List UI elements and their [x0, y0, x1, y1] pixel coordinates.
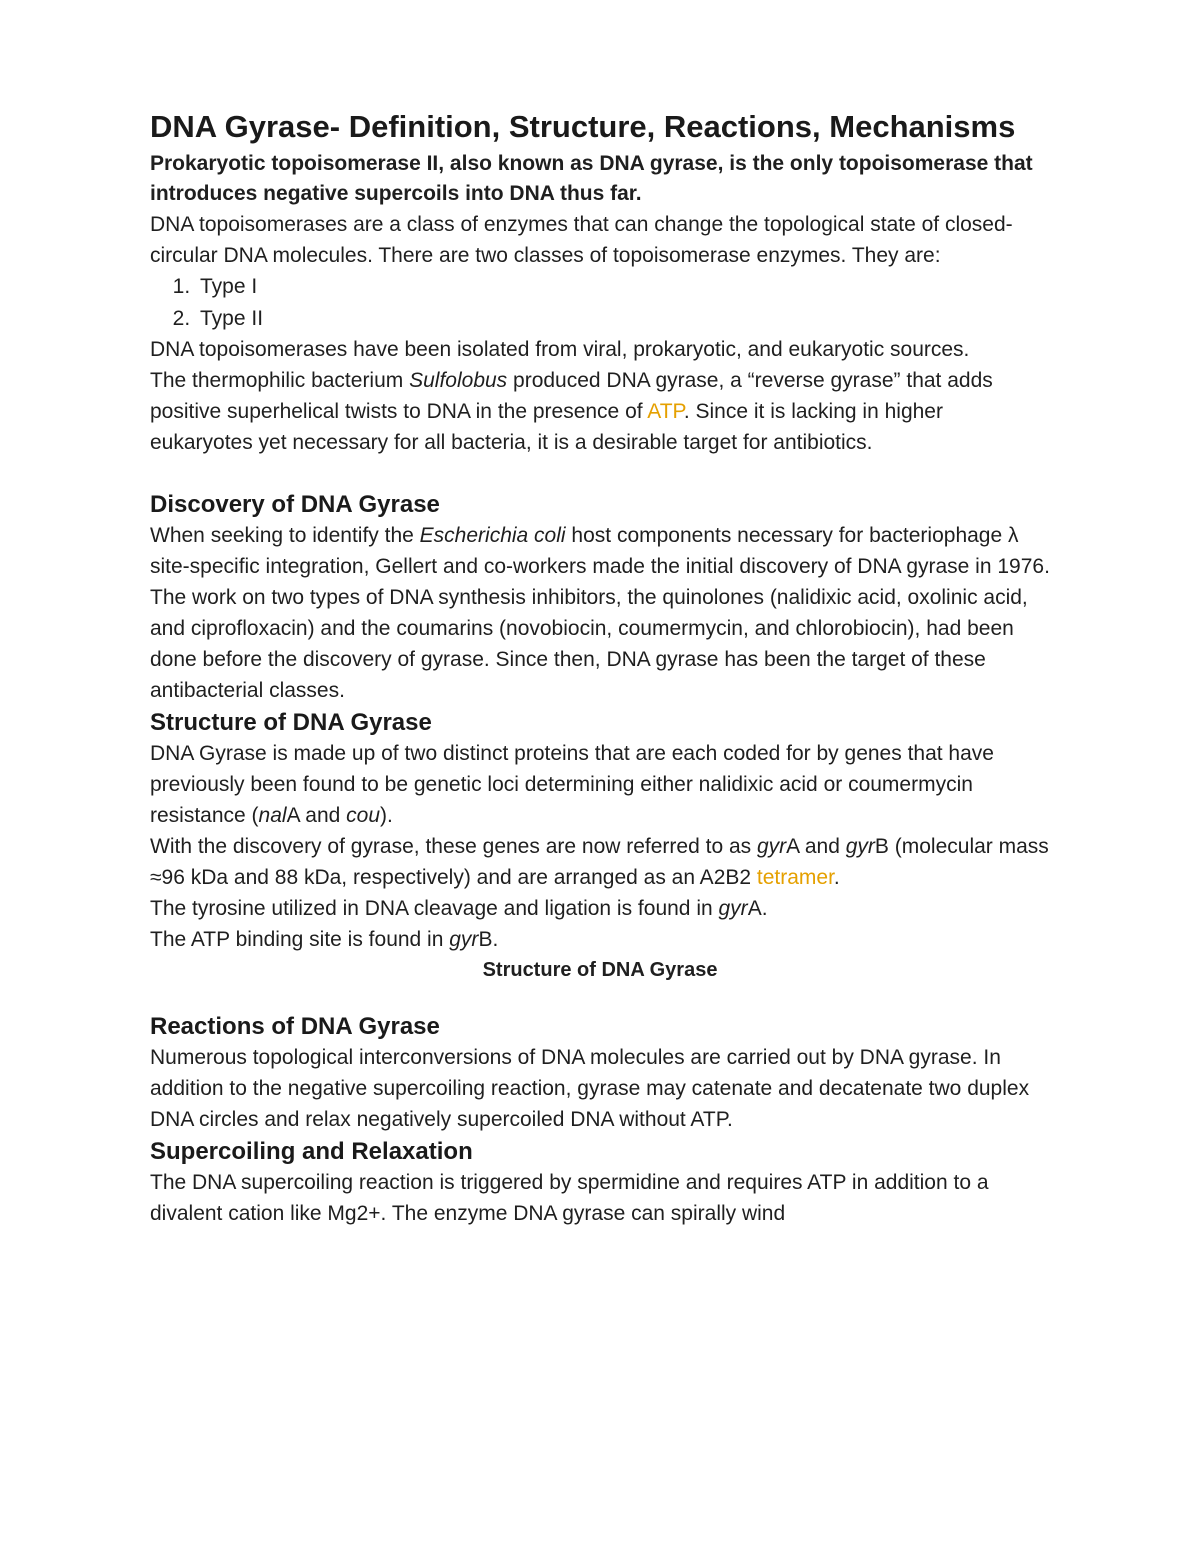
atp-link[interactable]: ATP — [647, 400, 684, 423]
figure-caption: Structure of DNA Gyrase — [482, 959, 718, 981]
structure-paragraph-4: The ATP binding site is found in gyrB. — [150, 928, 499, 951]
section-heading-structure: Structure of DNA Gyrase — [150, 709, 432, 736]
section-heading-discovery: Discovery of DNA Gyrase — [150, 491, 440, 518]
organism-name: Escherichia coli — [419, 524, 566, 547]
lead-paragraph: Prokaryotic topoisomerase II, also known as DNA gyrase, is the only topoisomerase that introduces negative supercoils into DNA thus far. — [150, 152, 1033, 205]
topoisomerase-type-list — [150, 271, 1050, 334]
intro-paragraph-1: DNA topoisomerases are a class of enzymes that can change the topological state of closed-circular DNA molecules. There are two classes of topoisomerase enzymes. They are: — [150, 213, 1013, 267]
document-page — [150, 108, 1050, 1229]
section-heading-reactions: Reactions of DNA Gyrase — [150, 1013, 440, 1040]
structure-paragraph-1: DNA Gyrase is made up of two distinct proteins that are each coded for by genes that have previously been found to be genetic loci determining either nalidixic acid or coumermycin resistance (nalA and cou). — [150, 742, 994, 827]
discovery-paragraph-2: The work on two types of DNA synthesis inhibitors, the quinolones (nalidixic acid, oxolinic acid, and ciprofloxacin) and the coumarins (novobiocin, coumermycin, and chlorobiocin), had been done before the discovery of gyrase. Since then, DNA gyrase has been the target of these antibacterial classes. — [150, 586, 1028, 702]
discovery-paragraph-1: When seeking to identify the Escherichia coli host components necessary for bacteriophage λ site-specific integration, Gellert and co-workers made the initial discovery of DNA gyrase in 1976. — [150, 524, 1050, 578]
intro-paragraph-3: The thermophilic bacterium Sulfolobus produced DNA gyrase, a “reverse gyrase” that adds positive superhelical twists to DNA in the presence of ATP. Since it is lacking in higher eukaryotes yet necessary for all bacteria, it is a desirable target for antibiotics. — [150, 369, 993, 454]
structure-paragraph-3: The tyrosine utilized in DNA cleavage and ligation is found in gyrA. — [150, 897, 768, 920]
structure-paragraph-2: With the discovery of gyrase, these genes are now referred to as gyrA and gyrB (molecular mass ≈96 kDa and 88 kDa, respectively) and are arranged as an A2B2 tetramer. — [150, 835, 1049, 889]
organism-name: Sulfolobus — [409, 369, 508, 392]
supercoiling-paragraph-1: The DNA supercoiling reaction is triggered by spermidine and requires ATP in addition to a divalent cation like Mg2+. The enzyme DNA gyrase can spirally wind — [150, 1171, 989, 1225]
list-item: 2. Type II — [196, 303, 1050, 335]
tetramer-link[interactable]: tetramer — [756, 866, 834, 889]
reactions-paragraph-1: Numerous topological interconversions of DNA molecules are carried out by DNA gyrase. In addition to the negative supercoiling reaction, gyrase may catenate and decatenate two duplex DNA circles and relax negatively supercoiled DNA without ATP. — [150, 1046, 1030, 1131]
section-heading-supercoiling: Supercoiling and Relaxation — [150, 1138, 473, 1165]
intro-paragraph-2: DNA topoisomerases have been isolated from viral, prokaryotic, and eukaryotic sources. — [150, 338, 970, 361]
page-title: DNA Gyrase- Definition, Structure, Reactions, Mechanisms — [150, 109, 1016, 144]
list-item: 1. Type I — [196, 271, 1050, 303]
